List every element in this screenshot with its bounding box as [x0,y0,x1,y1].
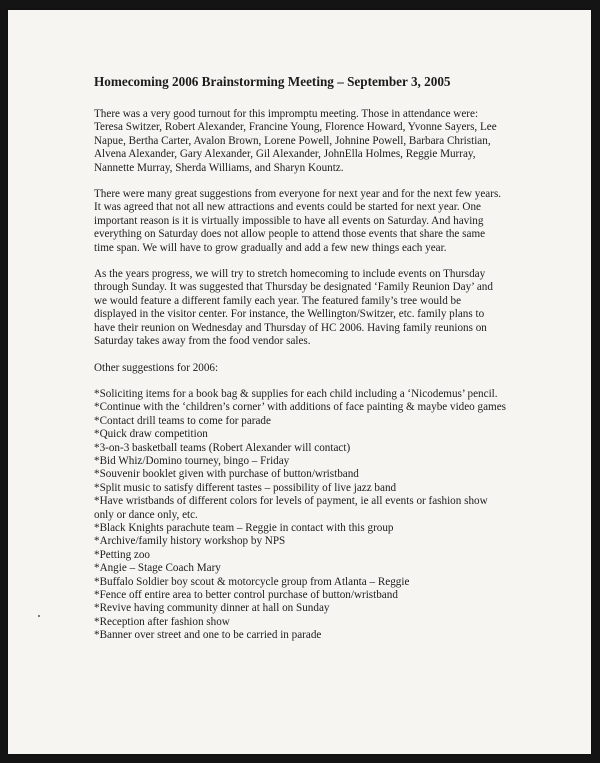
list-item: *Reception after fashion show [94,615,230,628]
list-item: *Bid Whiz/Domino tourney, bingo – Friday [94,454,290,467]
attendance-paragraph: There was a very good turnout for this impromptu meeting. Those in attendance were: Teresa Switzer, Robert Alexander, Francine Young, Florence Howard, Yvonne Sayers, Lee Napue, Bertha Carter, Avalon Brown, Lorene Powell, Johnine Powell, Barbara Christian, Alvena Alexander, Gary Alexander, Gil Alexander, JohnElla Holmes, Reggie Murray, Nannette Murray, Sherda Williams, and Sharyn Kountz. [94,108,497,174]
list-item: *Angie – Stage Coach Mary [94,562,221,575]
list-item: *Continue with the ‘children’s corner’ with additions of face painting & maybe video games [94,401,506,414]
other-suggestions-heading: Other suggestions for 2006: [94,361,219,374]
list-item: *Have wristbands of different colors for levels of payment, ie all events or fashion show only or dance only, etc. [94,495,488,521]
list-item: *Souvenir booklet given with purchase of button/wristband [94,468,359,481]
suggestions-paragraph: There were many great suggestions from everyone for next year and for the next few years. It was agreed that not all new attractions and events could be started for next year. One important reason is it is virtually impossible to have all events on Saturday. And having everything on Saturday does not allow people to attend those events that share the same time span. We will have to grow gradually and add a few new things each year. [94,188,502,254]
list-item: *Contact drill teams to come for parade [94,414,271,427]
list-item: *Petting zoo [94,548,151,561]
future-plans-paragraph: As the years progress, we will try to stretch homecoming to include events on Thursday through Sunday. It was suggested that Thursday be designated ‘Family Reunion Day’ and we would feature a different family each year. The featured family’s tree would be displayed in the visitor center. For instance, the Wellington/Switzer, etc. family plans to have their reunion on Wednesday and Thursday of HC 2006. Having family reunions on Saturday takes away from the food vendor sales. [94,268,493,348]
list-item: *Split music to satisfy different tastes – possibility of live jazz band [94,481,397,494]
list-item: *Quick draw competition [94,428,208,441]
document-body [94,74,506,643]
document-title: Homecoming 2006 Brainstorming Meeting – September 3, 2005 [94,74,451,89]
list-item: *Archive/family history workshop by NPS [94,535,286,548]
list-item: *Soliciting items for a book bag & supplies for each child including a ‘Nicodemus’ pencil. [94,387,498,400]
list-item: *3-on-3 basketball teams (Robert Alexander will contact) [94,441,351,454]
list-item: *Fence off entire area to better control purchase of button/wristband [94,589,398,601]
list-item: *Revive having community dinner at hall on Sunday [94,602,330,615]
list-item: *Buffalo Soldier boy scout & motorcycle group from Atlanta – Reggie [94,575,410,588]
list-item: *Black Knights parachute team – Reggie in contact with this group [94,521,394,534]
paper-speck [38,615,40,617]
suggestion-list [94,388,506,643]
list-item: *Banner over street and one to be carried in parade [94,629,322,642]
